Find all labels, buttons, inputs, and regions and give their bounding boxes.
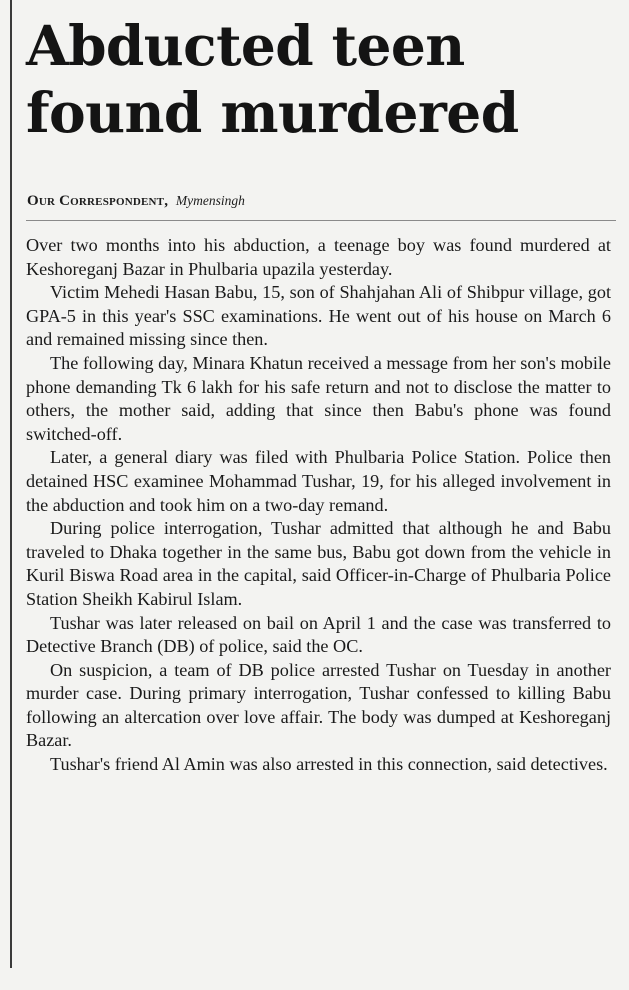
byline: [27, 193, 617, 210]
headline-line-2: found murdered: [26, 80, 519, 145]
article-body: [26, 234, 611, 777]
byline-author: Our Correspondent,: [27, 193, 169, 209]
paragraph-1: Over two months into his abduction, a teenage boy was found murdered at Keshoreganj Bazar in Phulbaria upazila yesterday.: [26, 235, 611, 279]
paragraph-5: During police interrogation, Tushar admitted that although he and Babu traveled to Dhaka together in the same bus, Babu got down from the vehicle in Kuril Biswa Road area in the capital, said Officer-in-Charge of Phulbaria Police Station Sheikh Kabirul Islam.: [26, 518, 611, 609]
byline-location: Mymensingh: [175, 193, 245, 208]
headline-line-1: Abducted teen: [26, 13, 465, 78]
paragraph-8: Tushar's friend Al Amin was also arrested in this connection, said detectives.: [50, 754, 608, 775]
column-rule: [10, 0, 12, 968]
paragraph-4: Later, a general diary was filed with Phulbaria Police Station. Police then detained HSC examinee Mohammad Tushar, 19, for his alleged involvement in the abduction and took him on a two-day remand.: [26, 447, 611, 515]
paragraph-7: On suspicion, a team of DB police arrested Tushar on Tuesday in another murder case. During primary interrogation, Tushar confessed to killing Babu following an altercation over love affair. The body was dumped at Keshoreganj Bazar.: [26, 659, 611, 751]
headline: [26, 12, 626, 146]
byline-divider: [26, 220, 616, 221]
paragraph-6: Tushar was later released on bail on April 1 and the case was transferred to Detective Branch (DB) of police, said the OC.: [26, 612, 611, 657]
paragraph-2: Victim Mehedi Hasan Babu, 15, son of Shahjahan Ali of Shibpur village, got GPA-5 in this year's SSC examinations. He went out of his house on March 6 and remained missing since then.: [26, 282, 611, 350]
paragraph-3: The following day, Minara Khatun received a message from her son's mobile phone demanding Tk 6 lakh for his safe return and not to disclose the matter to others, the mother said, adding that since then Babu's phone was found switched-off.: [26, 352, 611, 444]
